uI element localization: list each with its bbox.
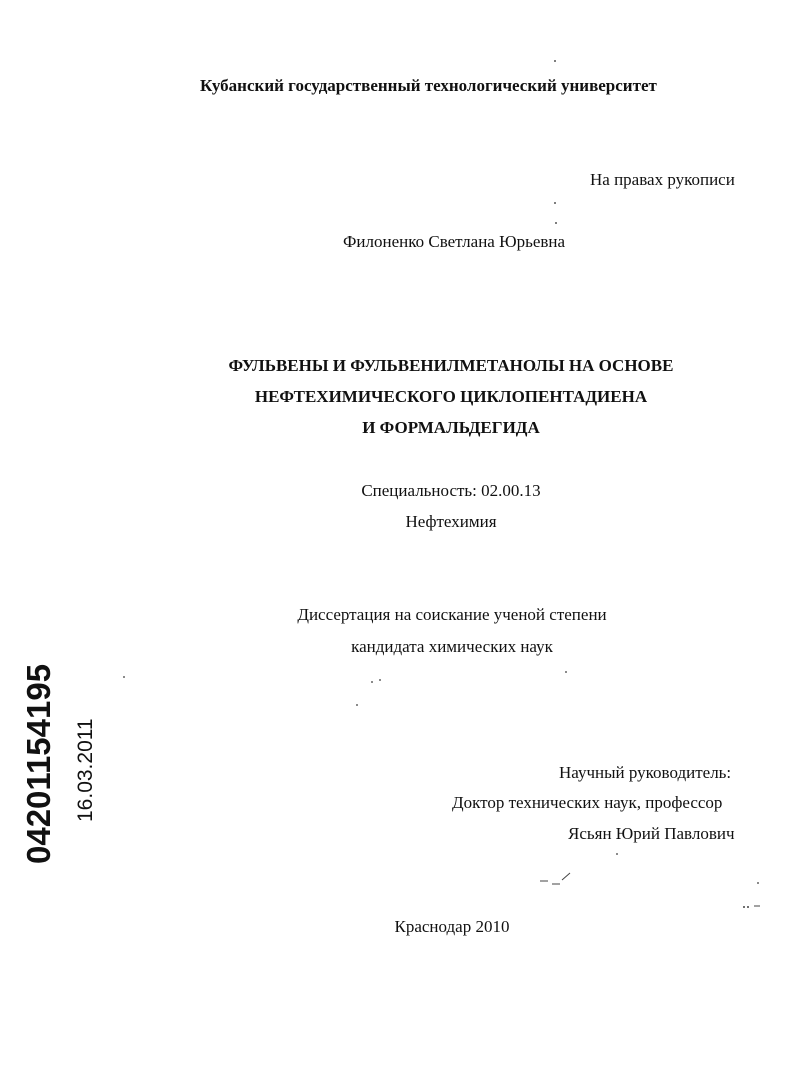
manuscript-note: На правах рукописи (590, 170, 735, 189)
author-name: Филоненко Светлана Юрьевна (342, 232, 566, 251)
dissertation-title-line-2: НЕФТЕХИМИЧЕСКОГО ЦИКЛОПЕНТАДИЕНА (254, 387, 648, 406)
stamp-number: 04201154195 (20, 663, 57, 864)
city-year: Краснодар 2010 (394, 917, 510, 936)
degree-line-2: кандидата химических наук (351, 637, 553, 656)
supervisor-degree: Доктор технических наук, профессор (452, 793, 723, 812)
degree-line-1: Диссертация на соискание ученой степени (297, 605, 607, 624)
supervisor-name: Ясьян Юрий Павлович (568, 824, 735, 843)
specialty-code: Специальность: 02.00.13 (361, 481, 541, 500)
stamp-date: 16.03.2011 (74, 718, 97, 822)
specialty-name: Нефтехимия (405, 512, 497, 531)
dissertation-title-line-1: ФУЛЬВЕНЫ И ФУЛЬВЕНИЛМЕТАНОЛЫ НА ОСНОВЕ (228, 356, 674, 375)
supervisor-heading: Научный руководитель: (559, 763, 732, 782)
dissertation-title-line-3: И ФОРМАЛЬДЕГИДА (362, 418, 540, 437)
university-name: Кубанский государственный технологический университет (200, 76, 657, 95)
